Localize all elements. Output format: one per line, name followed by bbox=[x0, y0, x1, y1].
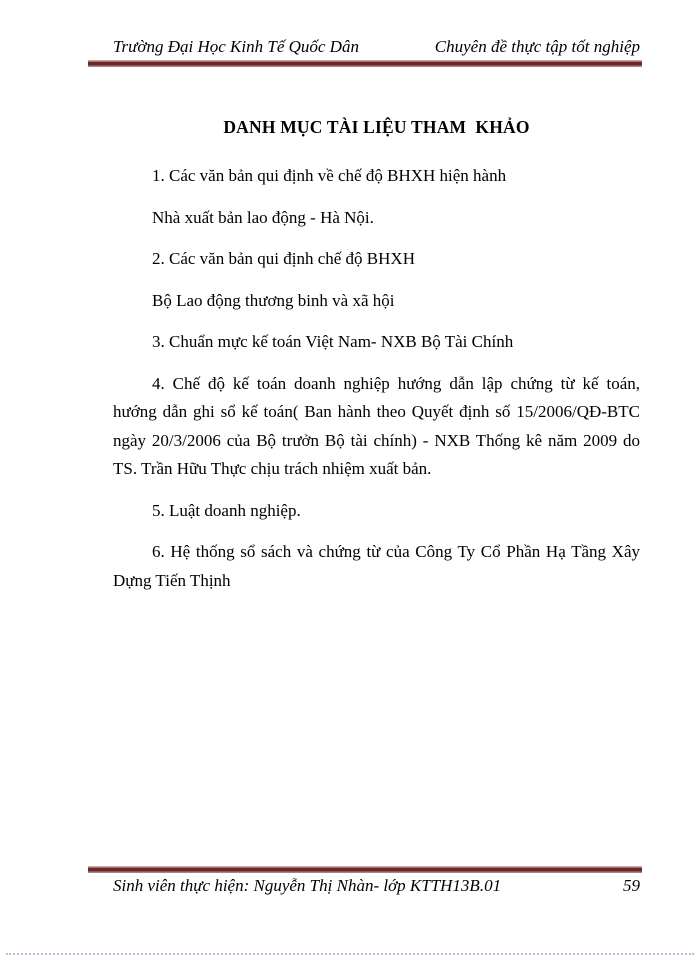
footer-rule bbox=[88, 866, 642, 873]
footer-page-number: 59 bbox=[623, 876, 640, 895]
reference-item: 6. Hệ thống sổ sách và chứng từ của Công Ty Cổ Phần Hạ Tầng Xây Dựng Tiến Thịnh bbox=[113, 542, 640, 590]
page-header bbox=[113, 37, 640, 57]
page-break-indicator bbox=[6, 953, 694, 955]
page-footer bbox=[113, 876, 640, 896]
reference-item: 4. Chế độ kế toán doanh nghiệp hướng dẫn lập chứng từ kế toán, hướng dẫn ghi sổ kế toán( Ban hành theo Quyết định số 15/2006/QĐ-BTC ngày 20/3/2006 của Bộ trưởn Bộ tài chính) - NXB Thống kê năm 2009 do TS. Trần Hữu Thực chịu trách nhiệm xuất bản. bbox=[113, 373, 640, 478]
reference-item: 5. Luật doanh nghiệp. bbox=[152, 500, 301, 520]
reference-item: 1. Các văn bản qui định về chế độ BHXH hiện hành bbox=[152, 166, 507, 185]
reference-item: 3. Chuẩn mực kế toán Việt Nam- NXB Bộ Tài Chính bbox=[152, 332, 514, 351]
reference-list bbox=[113, 162, 640, 608]
reference-item: 2. Các văn bản qui định chế độ BHXH bbox=[152, 249, 415, 268]
reference-item: Bộ Lao động thương binh và xã hội bbox=[152, 290, 395, 310]
page-title: DANH MỤC TÀI LIỆU THAM KHẢO bbox=[223, 117, 530, 137]
reference-item: Nhà xuất bản lao động - Hà Nội. bbox=[152, 207, 374, 227]
footer-student-info: Sinh viên thực hiện: Nguyễn Thị Nhàn- lớp KTTH13B.01 bbox=[113, 876, 502, 895]
header-report-type: Chuyên đề thực tập tốt nghiệp bbox=[434, 37, 640, 56]
header-rule bbox=[88, 60, 642, 67]
header-school-name: Trường Đại Học Kinh Tế Quốc Dân bbox=[113, 37, 359, 56]
